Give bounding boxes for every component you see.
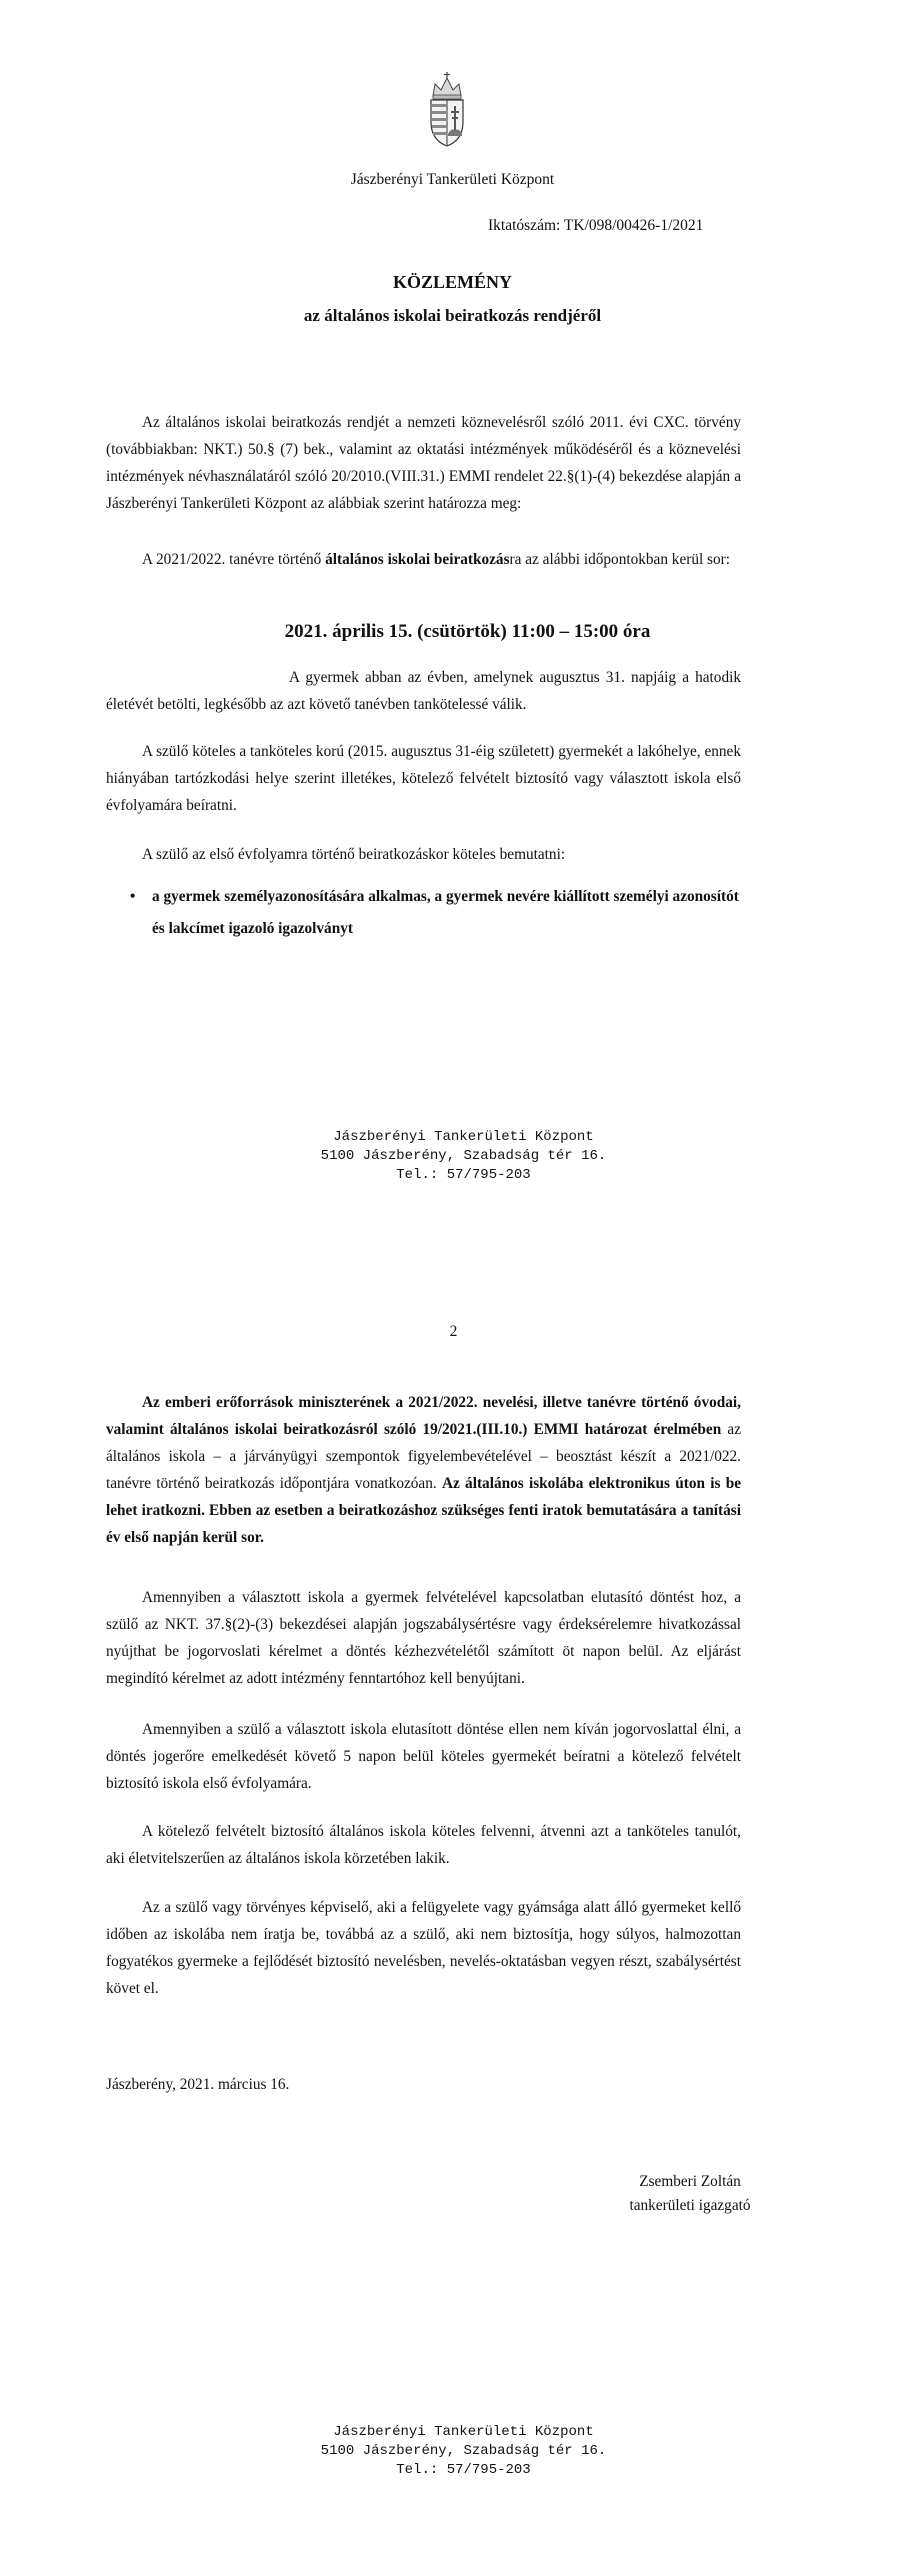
intro-paragraph: Az általános iskolai beiratkozás rendjét a nemzeti köznevelésről szóló 2011. évi CXC. törvény (továbbiakban: NKT.) 50.§ (7) bek., valamint az oktatási intézmények működéséről és a köznevelési intézmények névhasználatáról szóló 20/2010.(VIII.31.) EMMI rendelet 22.§(1)-(4) bekezdése alapján a Jászberényi Tankerületi Központ az alábbiak szerint határozza meg: [106, 414, 741, 512]
page1-footer [0, 1128, 905, 1185]
documents-intro: A szülő az első évfolyamra történő beiratkozáskor köteles bemutatni: [142, 846, 566, 863]
appeal-paragraph: Amennyiben a szülő a választott iskola elutasított döntése ellen nem kíván jogorvoslattal élni, a döntés jogerőre emelkedését követő 5 napon belül köteles gyermekét beíratni a kötelező felvételt biztosító iskola első évfolyamára. [106, 1721, 741, 1792]
page2-footer [0, 2423, 905, 2480]
list-item: • a gyermek személyazonosítására alkalmas, a gyermek nevére kiállított személyi azonosítót és lakcímet igazoló igazolványt [152, 881, 742, 945]
enrollment-date: 2021. április 15. (csütörtök) 11:00 – 15:00 óra [284, 621, 651, 642]
footer-org: Jászberényi Tankerületi Központ [333, 1129, 594, 1145]
reference-number: Iktatószám: TK/098/00426-1/2021 [488, 217, 704, 234]
rejection-paragraph: Amennyiben a választott iskola a gyermek felvételével kapcsolatban elutasító döntést hoz, a szülő az NKT. 37.§(2)-(3) bekezdései alapján jogszabálysértésre vagy érdeksérelemre hivatkozással nyújthat be jogorvoslati kérelmet a döntés kézhezvételétől számított öt napon belül. Az eljárást megindító kérelmet az adott intézmény fenntartóhoz kell benyújtani. [106, 1589, 741, 1687]
signature-block [600, 2170, 780, 2218]
parent-duty-paragraph: A szülő köteles a tanköteles korú (2015. augusztus 31-éig született) gyermekét a lakóhelye, ennek hiányában tartózkodási helye szerint illetékes, kötelező felvételt biztosító vagy választott iskola első évfolyamára beíratni. [106, 743, 741, 814]
page-number: 2 [449, 1323, 458, 1340]
footer-address: 5100 Jászberény, Szabadság tér 16. [320, 2443, 607, 2459]
footer-org: Jászberényi Tankerületi Központ [333, 2424, 594, 2440]
offense-paragraph: Az a szülő vagy törvényes képviselő, aki a felügyelete vagy gyámsága alatt álló gyermeket kellő időben az iskolába nem íratja be, továbbá az a szülő, aki nem biztosítja, hogy súlyos, halmozottan fogyatékos gyermeke a fejlődését biztosító nevelésben, nevelés-oktatásban vegyen részt, szabálysértést követ el. [106, 1899, 741, 1997]
document-subtitle: az általános iskolai beiratkozás rendjéről [303, 306, 602, 325]
documents-list [130, 881, 742, 945]
header-org-name: Jászberényi Tankerületi Központ [350, 171, 555, 188]
document-title: KÖZLEMÉNY [392, 272, 512, 292]
signer-name: Zsemberi Zoltán [639, 2173, 741, 2190]
schedule-paragraph: A 2021/2022. tanévre történő általános iskolai beiratkozásra az alábbi időpontokban kerül sor: [142, 551, 731, 568]
ministry-paragraph: Az emberi erőforrások miniszterének a 2021/2022. nevelési, illetve tanévre történő óvodai, valamint általános iskolai beiratkozásról szóló 19/2021.(III.10.) EMMI határozat érelmében az általános iskola – a járványügyi szempontok figyelembevételével – beosztást készít a 2021/022. tanévre történő beiratkozás időpontjára vonatkozóan. Az általános iskolába elektronikus úton is be lehet iratkozni. Ebben az esetben a beiratkozáshoz szükséges fenti iratok bemutatására a tanítási év első napján kerül sor. [106, 1394, 741, 1546]
footer-phone: Tel.: 57/795-203 [396, 2462, 531, 2478]
age-rule-paragraph: A gyermek abban az évben, amelynek augusztus 31. napjáig a hatodik életévét betölti, legkésőbb az azt követő tanévben tankötelessé válik. [106, 669, 741, 713]
mandatory-school-paragraph: A kötelező felvételt biztosító általános iskola köteles felvenni, átvenni azt a tanköteles tanulót, aki életvitelszerűen az általános iskola körzetében lakik. [106, 1823, 741, 1867]
signer-title: tankerületi igazgató [629, 2197, 751, 2214]
place-date: Jászberény, 2021. március 16. [106, 2076, 290, 2093]
hungarian-coat-of-arms-icon [425, 70, 469, 150]
footer-phone: Tel.: 57/795-203 [396, 1167, 531, 1183]
footer-address: 5100 Jászberény, Szabadság tér 16. [320, 1148, 607, 1164]
bullet-icon: • [130, 888, 136, 905]
